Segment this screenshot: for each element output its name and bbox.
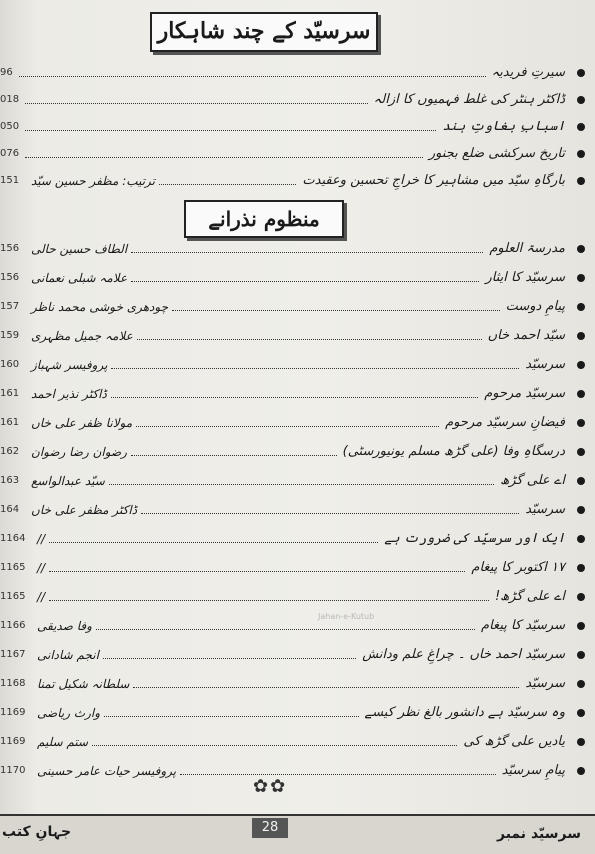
dotted-leader [111, 397, 478, 398]
bullet-icon [577, 96, 585, 104]
dotted-leader [172, 310, 500, 311]
entry-author: وارث ریاضی [37, 706, 101, 720]
entry-title: ڈاکٹر ہنٹر کی غلط فہمیوں کا ازالہ [373, 92, 565, 107]
entry-title: سیّد احمد خاں [487, 328, 565, 343]
toc-entry [0, 238, 595, 262]
bullet-icon [577, 738, 585, 746]
dotted-leader [25, 157, 423, 158]
entry-page-number: 162 [0, 446, 20, 457]
entry-author: انجم شادانی [37, 648, 99, 662]
bullet-icon [577, 767, 585, 775]
dotted-leader [131, 252, 483, 253]
entry-title: سرسیّد [525, 676, 565, 691]
toc-entry [0, 528, 595, 552]
entry-page-number: 1168 [0, 678, 26, 689]
toc-entry [0, 470, 595, 494]
dotted-leader [131, 281, 479, 282]
entry-page-number: 1164 [0, 533, 26, 544]
bullet-icon [577, 332, 585, 340]
entry-author: // [37, 532, 46, 546]
dotted-leader [131, 455, 337, 456]
entry-page-number: 1169 [0, 707, 26, 718]
page-number: 28 [252, 818, 288, 838]
toc-entry [0, 731, 595, 755]
bullet-icon [577, 123, 585, 131]
dotted-leader [103, 658, 356, 659]
entry-author: // [37, 561, 46, 575]
entry-author: علامہ جمیل مظہری [31, 329, 133, 343]
entry-page-number: 159 [0, 330, 20, 341]
entry-author: ستم سلیم [37, 735, 89, 749]
toc-entry [0, 760, 595, 784]
bullet-icon [577, 477, 585, 485]
toc-entry [0, 116, 595, 140]
bullet-icon [577, 564, 585, 572]
toc-entry [0, 296, 595, 320]
entry-page-number: 018 [0, 94, 20, 105]
toc-entry [0, 586, 595, 610]
toc-entry [0, 89, 595, 113]
entry-page-number: 076 [0, 148, 20, 159]
entry-page-number: 050 [0, 121, 20, 132]
toc-entry [0, 143, 595, 167]
entry-title: بارگاہِ سیّد میں مشاہیر کا خراجِ تحسین وعقیدت [302, 173, 565, 188]
bullet-icon [577, 680, 585, 688]
bullet-icon [577, 535, 585, 543]
toc-entry [0, 557, 595, 581]
bullet-icon [577, 274, 585, 282]
toc-entry [0, 673, 595, 697]
entry-author: ترتیب: مظفر حسین سیّد [31, 174, 156, 188]
entry-title: وہ سرسیّد ہے دانشور بالغ نظر کیسے [364, 705, 565, 720]
entry-page-number: 1169 [0, 736, 26, 747]
entry-page-number: 156 [0, 243, 20, 254]
entry-title: اے علی گڑھ [500, 473, 565, 488]
dotted-leader [159, 184, 296, 185]
entry-title: سرسیّد [525, 357, 565, 372]
entry-page-number: 1165 [0, 591, 26, 602]
footer-publication-name: جہانِ کتب [2, 824, 72, 840]
entry-title: مدرسۃ العلوم [489, 241, 565, 256]
entry-page-number: 161 [0, 388, 20, 399]
entry-page-number: 1167 [0, 649, 26, 660]
dotted-leader [49, 600, 489, 601]
entry-title: ۱۷ اکتوبر کا پیغام [471, 560, 565, 575]
dotted-leader [49, 571, 465, 572]
dotted-leader [136, 426, 439, 427]
entry-page-number: 157 [0, 301, 20, 312]
entry-page-number: 161 [0, 417, 20, 428]
entry-page-number: 1170 [0, 765, 26, 776]
dotted-leader [133, 687, 519, 688]
dotted-leader [25, 103, 368, 104]
bullet-icon [577, 390, 585, 398]
toc-entry [0, 441, 595, 465]
entry-title: تاریخ سرکشی ضلع بجنور [428, 146, 565, 161]
bullet-icon [577, 709, 585, 717]
watermark-stamp: Jahan-e-Kutub [318, 612, 375, 621]
entry-title: فیضانِ سرسیّد مرحوم [445, 415, 565, 430]
entry-author: سیّد عبدالواسع [31, 474, 105, 488]
toc-entry [0, 644, 595, 668]
entry-page-number: 151 [0, 175, 20, 186]
entry-title: سرسیّد کا پیغام [481, 618, 565, 633]
section-heading-poetic-tributes: منظوم نذرانے [184, 200, 344, 238]
entry-title: سرسیّد کا ایثار [485, 270, 565, 285]
toc-entry [0, 615, 595, 639]
entry-author: علامہ شبلی نعمانی [31, 271, 128, 285]
entry-title: سرسیّد احمد خاں ۔ چراغِ علم ودانش [362, 647, 565, 662]
toc-entry [0, 499, 595, 523]
bullet-icon [577, 622, 585, 630]
bullet-icon [577, 593, 585, 601]
entry-page-number: 163 [0, 475, 20, 486]
dotted-leader [96, 629, 475, 630]
entry-author: رضوان رضا رضوان [31, 445, 127, 459]
bullet-icon [577, 303, 585, 311]
entry-author: وفا صدیقی [37, 619, 92, 633]
entry-author: الطاف حسین حالی [31, 242, 128, 256]
bullet-icon [577, 419, 585, 427]
bullet-icon [577, 448, 585, 456]
entry-title: پیامِ سرسیّد [501, 763, 565, 778]
entry-title: پیامِ دوست [505, 299, 565, 314]
dotted-leader [49, 542, 378, 543]
ornament-icon: ✿✿ [253, 776, 288, 797]
entry-author: پروفیسر شہباز [31, 358, 108, 372]
entry-title: ایک اور سرسیّد کی ضرورت ہے [384, 531, 565, 546]
entry-page-number: 156 [0, 272, 20, 283]
entry-author: // [37, 590, 46, 604]
bullet-icon [577, 150, 585, 158]
dotted-leader [92, 745, 457, 746]
toc-entry [0, 170, 595, 194]
entry-page-number: 96 [0, 67, 13, 78]
dotted-leader [25, 130, 436, 131]
toc-entry [0, 412, 595, 436]
toc-entry [0, 702, 595, 726]
entry-title: سیرتِ فریدیہ [491, 65, 565, 80]
dotted-leader [111, 368, 519, 369]
entry-title: سرسیّد [525, 502, 565, 517]
dotted-leader [180, 774, 496, 775]
dotted-leader [137, 339, 482, 340]
section-heading-masterpieces: سرسیّد کے چند شاہکار [150, 12, 378, 52]
dotted-leader [141, 513, 519, 514]
dotted-leader [19, 76, 486, 77]
footer-issue-name: سرسیّد نمبر [497, 826, 581, 842]
bullet-icon [577, 177, 585, 185]
bullet-icon [577, 361, 585, 369]
bullet-icon [577, 651, 585, 659]
page-footer [0, 814, 595, 854]
toc-entry [0, 267, 595, 291]
entry-page-number: 1166 [0, 620, 26, 631]
entry-title: اسبابِ بغاوتِ ہند [442, 119, 565, 134]
dotted-leader [104, 716, 359, 717]
entry-page-number: 160 [0, 359, 20, 370]
toc-entry [0, 325, 595, 349]
bullet-icon [577, 506, 585, 514]
bullet-icon [577, 245, 585, 253]
entry-author: سلطانہ شکیل تمنا [37, 677, 130, 691]
entry-title: یادیں علی گڑھ کی [463, 734, 565, 749]
entry-author: مولانا ظفر علی خاں [31, 416, 133, 430]
entry-title: اے علی گڑھ! [494, 589, 565, 604]
entry-page-number: 1165 [0, 562, 26, 573]
toc-entry [0, 383, 595, 407]
toc-entry [0, 62, 595, 86]
entry-title: سرسیّد مرحوم [484, 386, 565, 401]
dotted-leader [109, 484, 494, 485]
entry-author: ڈاکٹر مظفر علی خاں [31, 503, 138, 517]
entry-author: پروفیسر حیات عامر حسینی [37, 764, 177, 778]
toc-entry [0, 354, 595, 378]
entry-page-number: 164 [0, 504, 20, 515]
entry-author: چودھری خوشی محمد ناظر [31, 300, 168, 314]
entry-title: درسگاہِ وفا (علی گڑھ مسلم یونیورسٹی) [342, 444, 565, 459]
bullet-icon [577, 69, 585, 77]
entry-author: ڈاکٹر نذیر احمد [31, 387, 107, 401]
